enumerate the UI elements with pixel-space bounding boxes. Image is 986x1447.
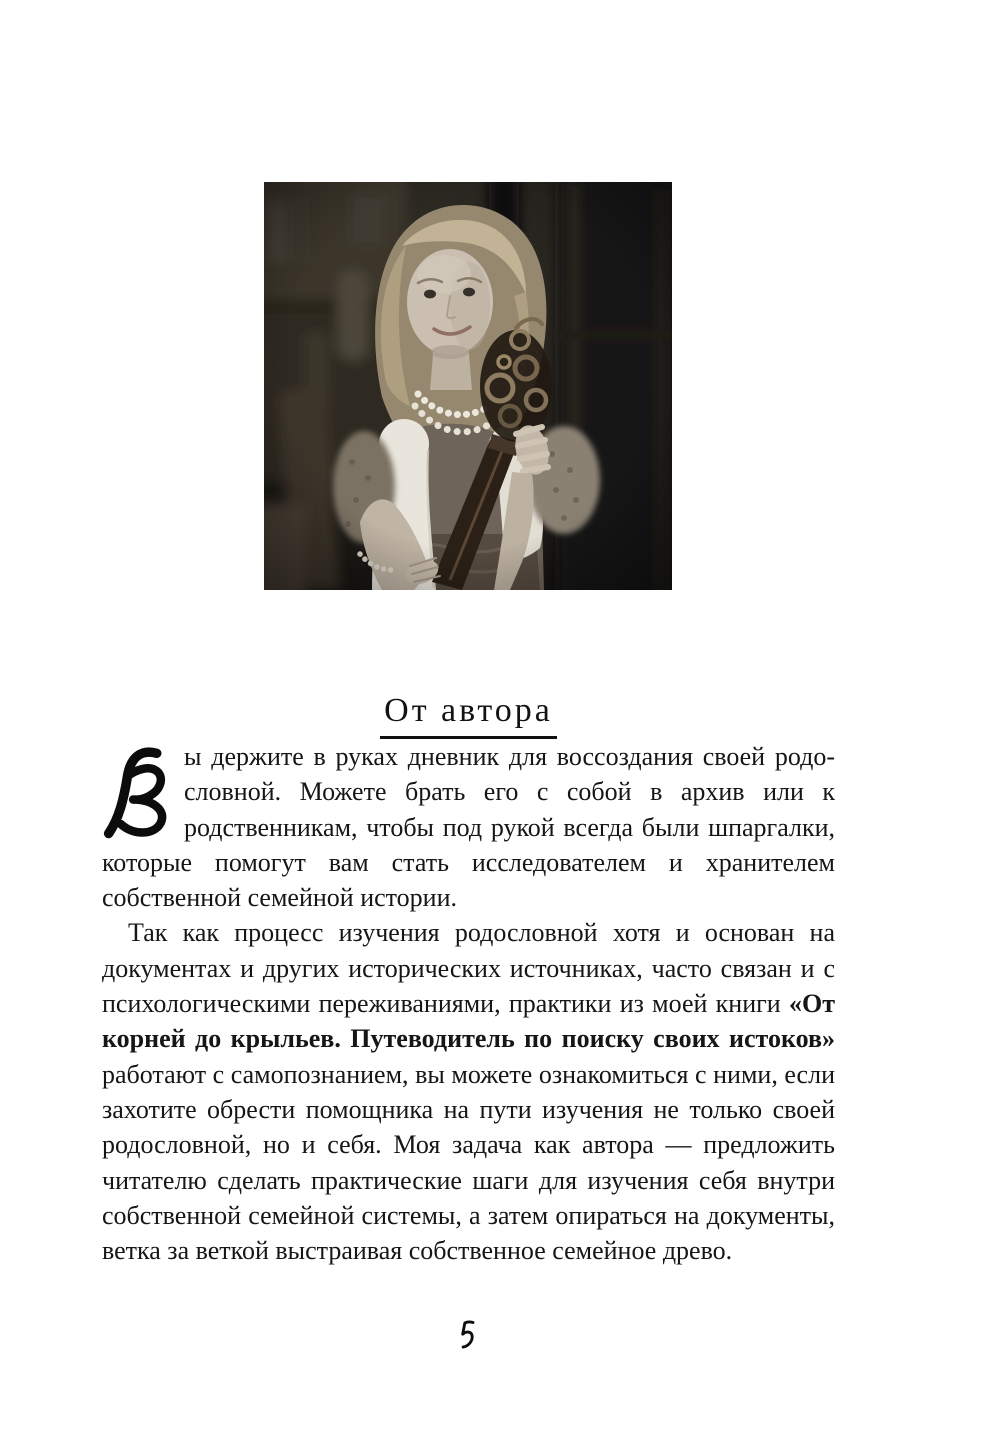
author-portrait-image	[264, 182, 672, 590]
paragraph-2	[102, 915, 835, 1268]
chapter-heading: От автора	[380, 692, 557, 739]
paragraph-2-text-pre: Так как процесс изучения родословной хотя и основан на документах и других исторических источниках, часто связан и с психологическими переживаниями, практики из моей книги	[102, 918, 835, 1019]
author-photo	[264, 182, 672, 590]
article-text	[102, 739, 835, 1268]
drop-cap-glyph-icon	[102, 745, 170, 839]
paragraph-1-text: ы держите в руках дневник для воссоздания своей родословной. Можете брать его с собой в архив или к родственникам, чтобы под рукой всегда были шпаргалки, которые помогут вам стать исследователем и хранителем собственной семейной истории.	[102, 742, 835, 913]
book-title: «От корней до крыльев. Путеводитель по поиску своих истоков»	[102, 989, 835, 1054]
page-number	[102, 1320, 835, 1354]
drop-cap-letter	[102, 745, 170, 839]
paragraph-2-text-post: работают с самопознанием, вы можете ознакомиться с ними, если захотите обрести помощника на пути изучения не только своей родословной, но и себя. Моя задача как автора — предложить читателю сделать практические шаги для изучения себя внутри собственной семейной системы, а затем опираться на документы, ветка за веткой выстраивая собственное семейное древо.	[102, 1059, 835, 1266]
paragraph-1	[102, 739, 835, 915]
page-number-glyph-icon	[457, 1319, 481, 1350]
